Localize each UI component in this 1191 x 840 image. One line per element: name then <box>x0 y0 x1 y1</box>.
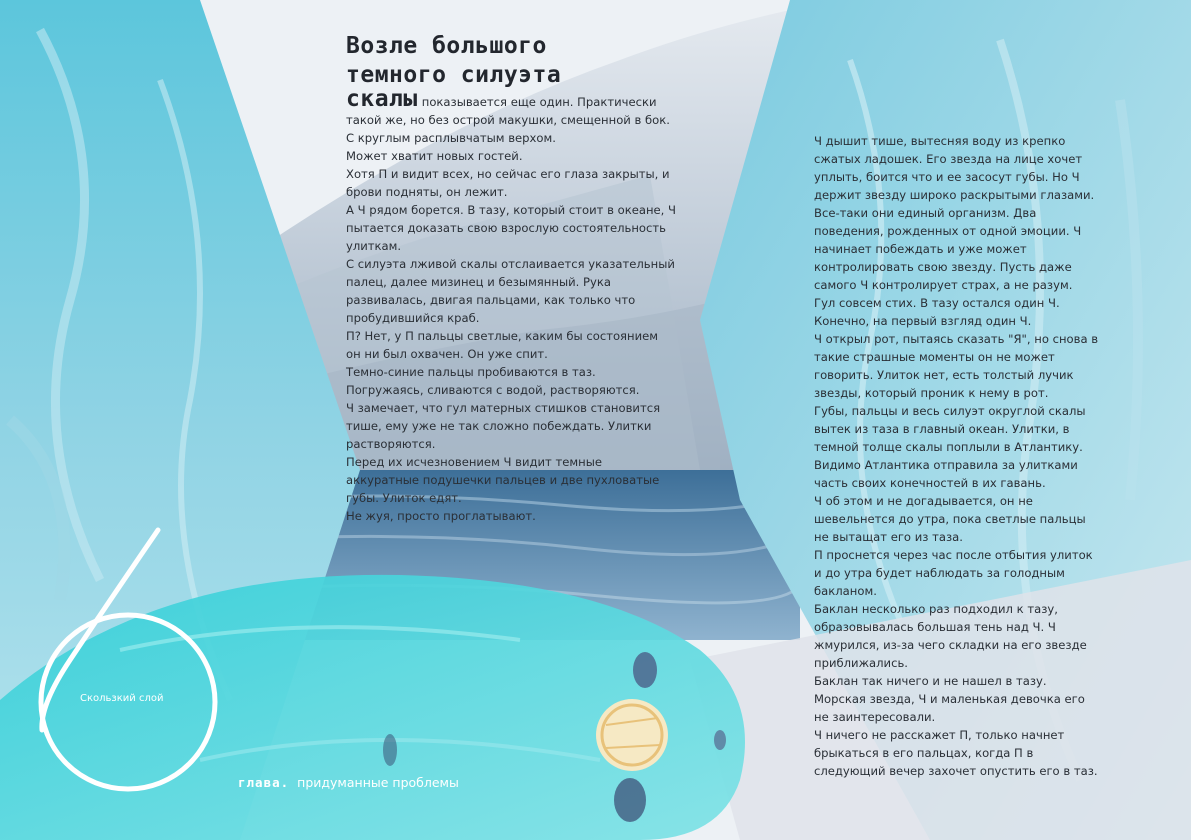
paragraph: Не жуя, просто проглатывают. <box>346 509 536 523</box>
paragraph: Может хватит новых гостей. <box>346 149 523 163</box>
paragraph: Ч дышит тише, вытесняя воду из крепко сжатых ладошек. Его звезда на лице хочет уплыть, боится что и ее засосут губы. Но Ч держит звезду широко раскрытыми глазами. Все-таки они единый организм. Два поведения, рожденных от одной эмоции. Ч начинает побеждать и уже может контролировать свою звезду. Пусть даже самого Ч контролирует страх, а не разум. <box>814 134 1095 292</box>
paragraph: П? Нет, у П пальцы светлые, каким бы состоянием он ни был охвачен. Он уже спит. <box>346 329 659 361</box>
footer-subtitle: придуманные проблемы <box>297 775 459 790</box>
chapter-label: Скользкий слой <box>80 693 164 704</box>
paragraph: Ч замечает, что гул матерных стишков становится тише, ему уже не так сложно побеждать. Улитки растворяются. <box>346 401 661 451</box>
paragraph: П проснется через час после отбытия улиток и до утра будет наблюдать за голодным бакланом. <box>814 548 1093 598</box>
intro-paragraph <box>346 86 676 147</box>
footer <box>238 775 459 790</box>
title-line-1: Возле большого <box>346 33 547 59</box>
paragraph: Гул совсем стих. В тазу остался один Ч. Конечно, на первый взгляд один Ч. <box>814 296 1060 328</box>
paragraph: Ч открыл рот, пытаясь сказать "Я", но снова в такие страшные моменты он не может говорить. Улиток нет, есть толстый лучик звезды, который проник к нему в рот. <box>814 332 1099 400</box>
footer-word: глава. <box>238 775 290 790</box>
title-line-3: скалы <box>346 86 418 112</box>
paragraph: А Ч рядом борется. В тазу, который стоит в океане, Ч пытается доказать свою взрослую состоятельность улиткам. <box>346 203 676 253</box>
left-column <box>346 32 676 525</box>
paragraph: Ч об этом и не догадывается, он не шевельнется до утра, пока светлые пальцы не вытащат его из таза. <box>814 494 1086 544</box>
paragraph: С силуэта лживой скалы отслаивается указательный палец, далее мизинец и безымянный. Рука развивалась, двигая пальцами, как только что пробудившийся краб. <box>346 257 675 325</box>
right-column <box>814 132 1099 780</box>
paragraph: Губы, пальцы и весь силуэт округлой скалы вытек из таза в главный океан. Улитки, в темной толще скалы поплыли в Атлантику. Видимо Атлантика отправила за улитками часть своих конечностей в их гавань. <box>814 404 1086 490</box>
paragraph: Ч ничего не расскажет П, только начнет брыкаться в его пальцах, когда П в следующий вечер захочет опустить его в таз. <box>814 728 1098 778</box>
paragraph: Перед их исчезновением Ч видит темные аккуратные подушечки пальцев и две пухловатые губы. Улиток едят. <box>346 455 660 505</box>
paragraph: Темно-синие пальцы пробиваются в таз. Погружаясь, сливаются с водой, растворяются. <box>346 365 640 397</box>
tub-photo <box>596 699 668 771</box>
paragraph: Баклан так ничего и не нашел в тазу. Морская звезда, Ч и маленькая девочка его не заинтересовали. <box>814 674 1085 724</box>
title-line-2: темного силуэта <box>346 62 562 88</box>
paragraph: Хотя П и видит всех, но сейчас его глаза закрыты, и брови подняты, он лежит. <box>346 167 670 199</box>
intro-text: показывается еще один. Практически такой же, но без острой макушки, смещенной в бок. С круглым расплывчатым верхом. <box>346 95 670 145</box>
paragraph: Баклан несколько раз подходил к тазу, образовывалась большая тень над Ч. Ч жмурился, из-за чего складки на его звезде приближались. <box>814 602 1087 670</box>
